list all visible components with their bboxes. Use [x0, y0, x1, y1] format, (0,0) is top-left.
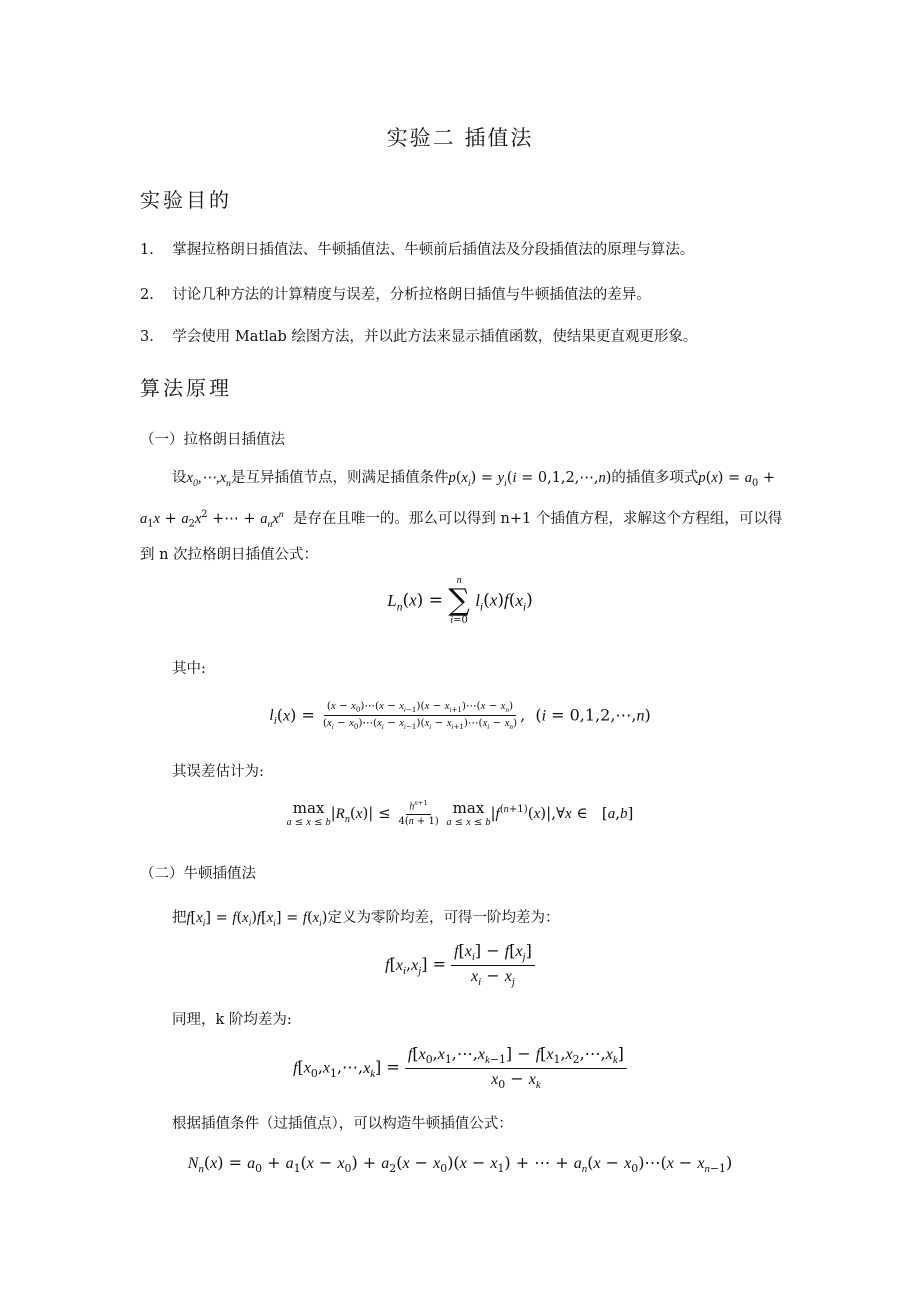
para-text: 的插值多项式: [611, 470, 699, 486]
newton-construct-label: 根据插值条件（过插值点），可以构造牛顿插值公式：: [172, 1116, 513, 1132]
item-number: 3.: [140, 329, 154, 345]
para-text: 设: [172, 470, 187, 486]
condition-formula: p: [448, 470, 456, 486]
purpose-item-3: [140, 325, 697, 346]
similar-label: 同理，k 阶均差为:: [172, 1012, 292, 1028]
document-title: 实验二 插值法: [386, 126, 534, 150]
lagrange-paragraph: 设$x_0,\cdots,x_n$是互异插值节点，则满足插值条件$p(x_i) = y_i(i$ = 0,1,2,⋯,n)的插值多项式$p(x) = a_0 + a_1x + a_2x^2$ +⋯ + $a_nx^n$ 是存在且唯一的。那么可以得到 n+1 个插值方程，求解这个方程组，可以得到 n 次拉格朗日插值公式：: [140, 470, 783, 563]
section-heading-principle: 算法原理: [140, 376, 232, 400]
item-number: 1.: [140, 242, 154, 258]
purpose-item-2: [140, 283, 651, 304]
item-text: 掌握拉格朗日插值法、牛顿插值法、牛顿前后插值法及分段插值法的原理与算法。: [172, 242, 695, 258]
para-text: 把: [172, 910, 187, 926]
newton-paragraph: 把$f[x_i] = f(x_i)f[x_i] = f(x_i)$定义为零阶均差，可得一阶均差为：: [172, 910, 560, 929]
first-divided-difference-formula: $f[x_i,x_j]$ = $\frac{f[x_i] - f[x_j]}{x_i - x_j}$: [0, 942, 920, 988]
para-text: 定义为零阶均差，可得一阶均差为：: [327, 910, 560, 926]
purpose-item-1: [140, 238, 694, 259]
k-divided-difference-formula: $f[x_0,x_1,\cdots,x_k]$ = $\frac{f[x_0,x_1,\cdots,x_{k-1}] - f[x_1,x_2,\cdots,x_k]}{x_0 - x_k}$: [0, 1045, 920, 1091]
error-formula: max a ≤ x ≤ b $|R_n(x)|$ ≤ $\frac{h^{n+1}}{4(n + 1)}$ max a ≤ x ≤ b $|f^{(n+1)}(x)|,\forall x$ ∈ [a,b]: [286, 799, 634, 828]
para-text: 是互异插值节点，则满足插值条件: [230, 470, 449, 486]
subsection-newton: （二）牛顿插值法: [140, 866, 256, 882]
para-text: 是存在且唯一的。那么可以得到 n+1 个插值方程，求解这个方程组，可以得到 n 次拉格朗日插值公式：: [140, 510, 783, 563]
among-label: 其中:: [172, 661, 206, 677]
basis-formula: $l_i(x)$ = $\frac{(x - x_0)\cdots(x - x_{i-1})(x - x_{i+1})\cdots(x - x_n)}{(x_i - x_0)\cdots(x_i - x_{i-1})(x_i - x_{i+1})\cdots(x_i - x_n)}$ , (i = 0,1,2,⋯,n): [269, 700, 651, 732]
lagrange-formula: $L_n(x)$ = n ∑ i=0 $l_i(x)f(x_i)$: [387, 575, 533, 626]
item-number: 2.: [140, 287, 154, 303]
item-text: 讨论几种方法的计算精度与误差，分析拉格朗日插值与牛顿插值法的差异。: [172, 287, 651, 303]
nodes-formula: $x_0,\cdots,x_n$: [186, 470, 231, 489]
item-text: 学会使用 Matlab 绘图方法，并以此方法来显示插值函数，使结果更直观更形象。: [172, 329, 698, 345]
newton-formula: $N_n(x) = a_0 + a_1(x - x_0) + a_2(x - x_0)(x - x_1)$ + ⋯ + $a_n(x$ − $x_0)\cdots(x - x_{n-1})$: [187, 1153, 733, 1176]
section-heading-purpose: 实验目的: [140, 188, 232, 212]
error-label: 其误差估计为:: [172, 764, 264, 780]
subsection-lagrange: （一）拉格朗日插值法: [140, 432, 285, 448]
